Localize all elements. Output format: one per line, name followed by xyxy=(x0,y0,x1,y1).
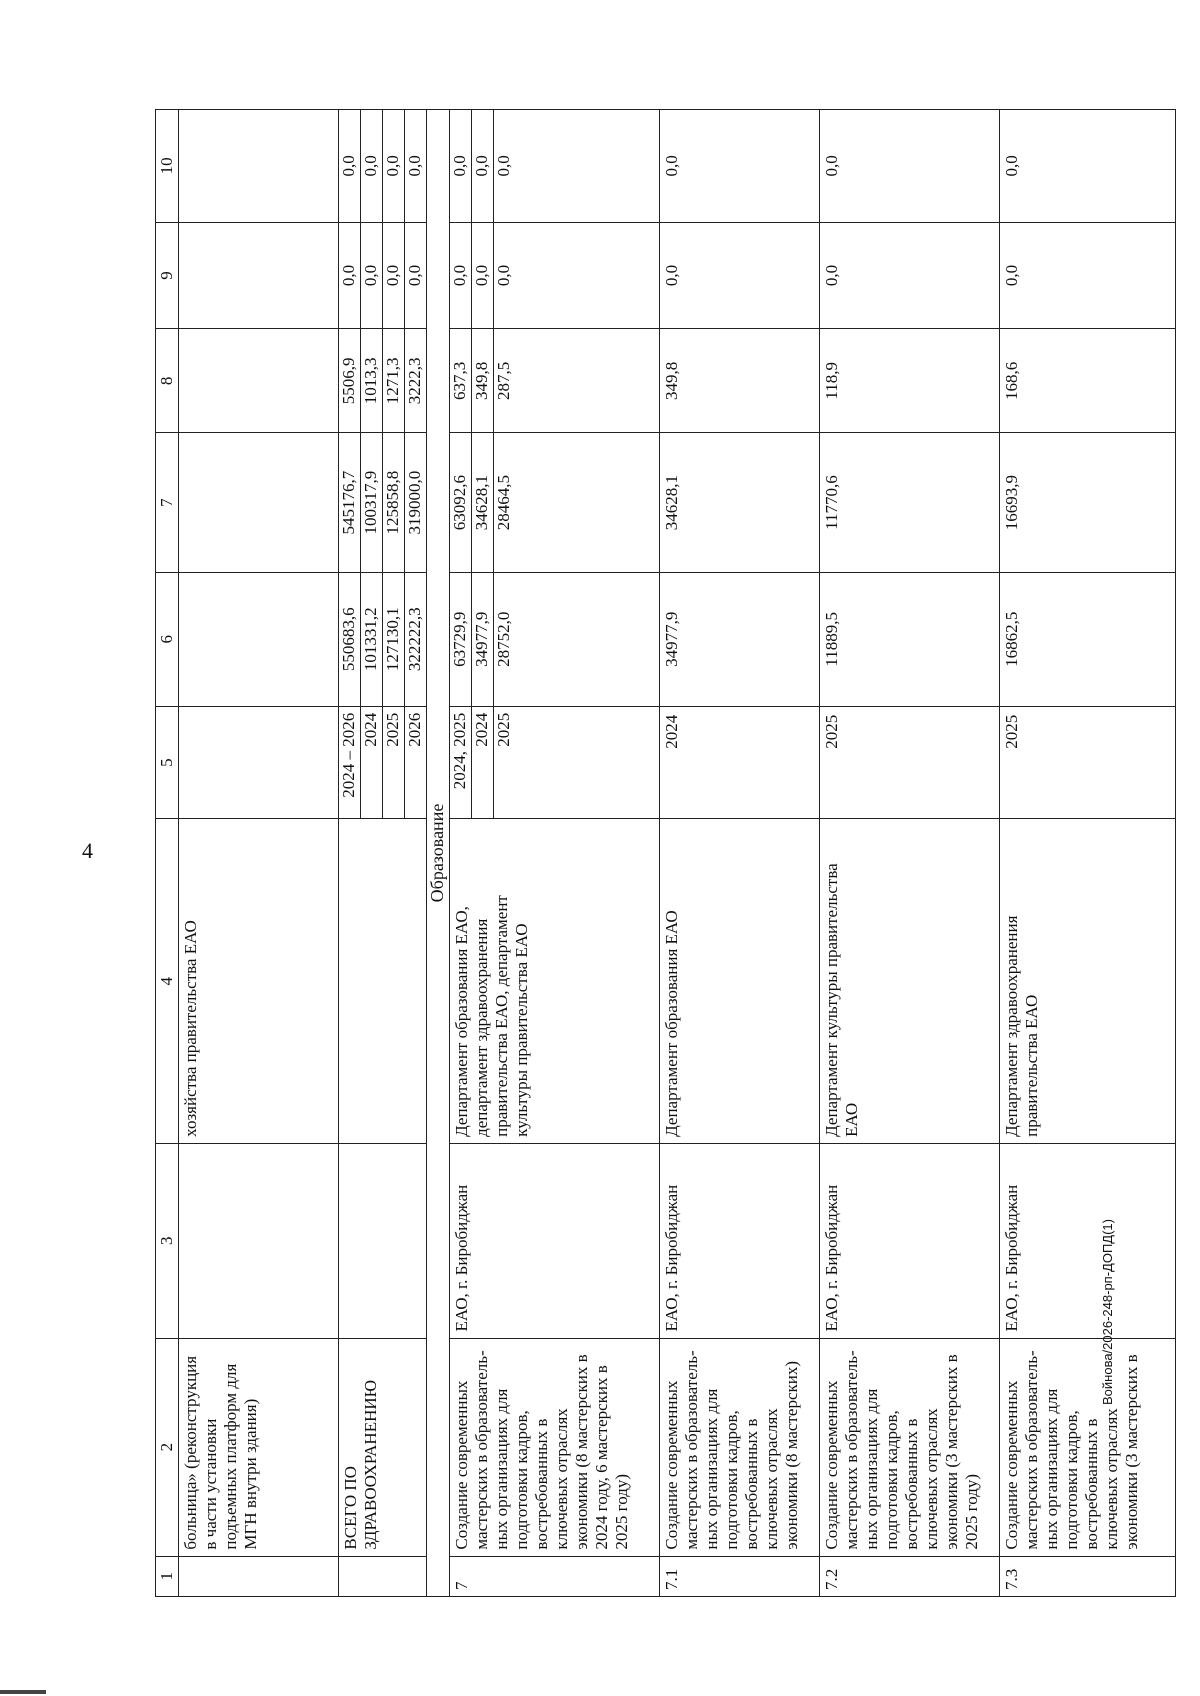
item-col9: 0,0 xyxy=(1000,222,1176,328)
item-col10: 0,0 xyxy=(660,110,820,223)
row-number: 7.3 xyxy=(1000,1556,1176,1596)
item-name: Создание современных мастерских в образователь-ных организациях для подготовки кадров, востребованных в ключевых отраслях экономики (8 мастерских) xyxy=(660,1338,820,1556)
document-reference: Войнова/2026-248-рп-ДОПД(1) xyxy=(1100,1219,1115,1405)
col-header: 8 xyxy=(156,329,179,433)
item7-col7: 63092,6 34628,1 28464,5 xyxy=(450,433,660,572)
row-number: 7.1 xyxy=(660,1556,820,1596)
item-executor: Департамент здравоохранения правительства ЕАО xyxy=(1000,819,1176,1143)
col-header: 9 xyxy=(156,222,179,328)
item7-col8: 637,3 349,8 287,5 xyxy=(450,329,660,433)
item-row-7-2 xyxy=(820,110,1000,1597)
header-row xyxy=(156,110,179,1597)
item7-col9: 0,0 0,0 0,0 xyxy=(450,222,660,328)
col-header: 4 xyxy=(156,819,179,1143)
item-col8: 118,9 xyxy=(820,329,1000,433)
total-label: ВСЕГО ПО ЗДРАВООХРАНЕНИЮ xyxy=(339,1338,427,1556)
section-row xyxy=(427,110,450,1597)
continuation-row xyxy=(179,110,339,1597)
item-col6: 16862,5 xyxy=(1000,572,1176,706)
col-header: 3 xyxy=(156,1143,179,1338)
total-years: 2024 – 2026 2024 2025 2026 xyxy=(339,706,427,819)
total-col8: 5506,9 1013,3 1271,3 3222,3 xyxy=(339,329,427,433)
item-location: ЕАО, г. Биробиджан xyxy=(450,1143,660,1338)
total-row xyxy=(339,110,427,1597)
item-name: Создание современных мастерских в образователь-ных организациях для подготовки кадров, востребованных в ключевых отраслях экономики (3 мастерских в xyxy=(1000,1338,1176,1556)
col-header: 1 xyxy=(156,1556,179,1596)
item7-col6: 63729,9 34977,9 28752,0 xyxy=(450,572,660,706)
section-title: Образование xyxy=(427,110,450,1597)
item-row-7 xyxy=(450,110,660,1597)
row-number: 7 xyxy=(450,1556,660,1596)
col-header: 6 xyxy=(156,572,179,706)
continued-item-name: больница» (реконструкция в части установки подъемных платформ для МГН внутри здания) xyxy=(179,1338,339,1556)
item-year: 2024 xyxy=(660,706,820,819)
item-col7: 34628,1 xyxy=(660,433,820,572)
item-col10: 0,0 xyxy=(1000,110,1176,223)
item-year: 2025 xyxy=(1000,706,1176,819)
item-executor: Департамент образования ЕАО, департамент здравоохранения правительства ЕАО, департамент культуры правительства ЕАО xyxy=(450,819,660,1143)
item-col10: 0,0 xyxy=(820,110,1000,223)
item-col9: 0,0 xyxy=(820,222,1000,328)
item7-col10: 0,0 0,0 0,0 xyxy=(450,110,660,223)
col-header: 5 xyxy=(156,706,179,819)
item-name: Создание современных мастерских в образователь-ных организациях для подготовки кадров, востребованных в ключевых отраслях экономики (3 мастерских в 2025 году) xyxy=(820,1338,1000,1556)
item7-years: 2024, 2025 2024 2025 xyxy=(450,706,660,819)
budget-table xyxy=(155,109,1176,1597)
total-col9: 0,0 0,0 0,0 0,0 xyxy=(339,222,427,328)
item-executor: Департамент культуры правительства ЕАО xyxy=(820,819,1000,1143)
item-name: Создание современных мастерских в образователь-ных организациях для подготовки кадров, востребованных в ключевых отраслях экономики (8 мастерских в 2024 году, 6 мастерских в 2025 году) xyxy=(450,1338,660,1556)
item-col8: 349,8 xyxy=(660,329,820,433)
page-number: 4 xyxy=(82,838,93,863)
item-row-7-3 xyxy=(1000,110,1176,1597)
item-executor: Департамент образования ЕАО xyxy=(660,819,820,1143)
continued-executor: хозяйства правительства ЕАО xyxy=(179,819,339,1143)
item-row-7-1 xyxy=(660,110,820,1597)
item-col6: 11889,5 xyxy=(820,572,1000,706)
item-col7: 11770,6 xyxy=(820,433,1000,572)
item-location: ЕАО, г. Биробиджан xyxy=(660,1143,820,1338)
col-header: 2 xyxy=(156,1338,179,1556)
item-col9: 0,0 xyxy=(660,222,820,328)
item-location: ЕАО, г. Биробиджан xyxy=(1000,1143,1176,1338)
item-col7: 16693,9 xyxy=(1000,433,1176,572)
item-col8: 168,6 xyxy=(1000,329,1176,433)
col-header: 7 xyxy=(156,433,179,572)
total-col7: 545176,7 100317,9 125858,8 319000,0 xyxy=(339,433,427,572)
rotated-table-container xyxy=(155,109,1165,1597)
item-location: ЕАО, г. Биробиджан xyxy=(820,1143,1000,1338)
scan-edge-mark xyxy=(0,1690,46,1694)
total-col10: 0,0 0,0 0,0 0,0 xyxy=(339,110,427,223)
total-col6: 550683,6 101331,2 127130,1 322222,3 xyxy=(339,572,427,706)
col-header: 10 xyxy=(156,110,179,223)
item-year: 2025 xyxy=(820,706,1000,819)
row-number: 7.2 xyxy=(820,1556,1000,1596)
item-col6: 34977,9 xyxy=(660,572,820,706)
